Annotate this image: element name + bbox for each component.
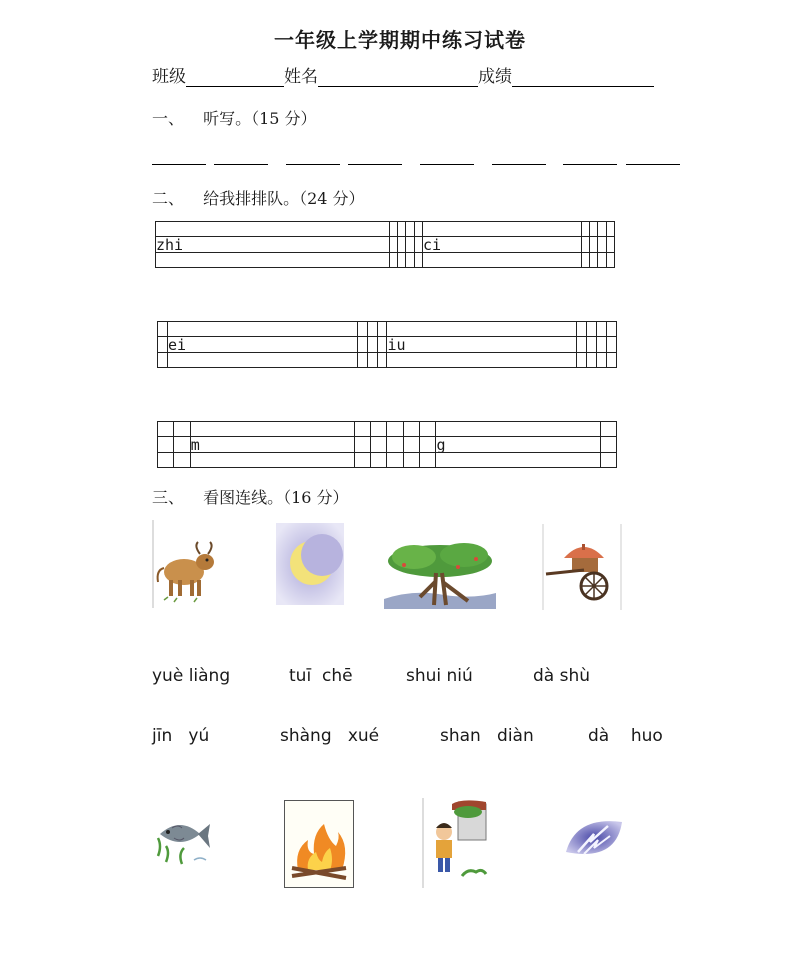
pinyin-label: tuī chē bbox=[289, 666, 353, 686]
student-icon bbox=[422, 798, 488, 888]
student-info-line bbox=[152, 62, 654, 87]
dictation-line[interactable] bbox=[286, 164, 340, 165]
pinyin-label: shui niú bbox=[406, 666, 473, 686]
lightning-picture[interactable] bbox=[560, 812, 626, 868]
grid-letter: iu bbox=[387, 337, 577, 353]
score-blank[interactable] bbox=[512, 66, 654, 87]
lightning-icon bbox=[560, 812, 626, 868]
grid-letter: g bbox=[436, 437, 600, 453]
pinyin-label: yuè liàng bbox=[152, 666, 231, 686]
moon-icon bbox=[276, 523, 344, 605]
grid-cell[interactable] bbox=[156, 222, 390, 237]
grid-letter: zhi bbox=[156, 237, 390, 253]
ox-picture[interactable] bbox=[152, 520, 220, 608]
tree-icon bbox=[384, 537, 496, 609]
grid-letter: m bbox=[190, 437, 354, 453]
cart-icon bbox=[542, 524, 622, 610]
section-2-heading bbox=[152, 186, 365, 209]
section-3-heading bbox=[152, 485, 349, 508]
name-blank[interactable] bbox=[318, 66, 478, 87]
dictation-line[interactable] bbox=[152, 164, 206, 165]
fire-picture[interactable] bbox=[284, 800, 354, 888]
fish-icon bbox=[152, 806, 214, 868]
pinyin-grid-1 bbox=[155, 221, 615, 268]
grid-letter: ei bbox=[167, 337, 357, 353]
section-text: 给我排排队。（24 分） bbox=[203, 189, 365, 208]
pinyin-label: shan diàn bbox=[440, 726, 534, 746]
grid-cell[interactable] bbox=[158, 422, 174, 437]
class-blank[interactable] bbox=[186, 66, 284, 87]
grid-letter: ci bbox=[423, 237, 582, 253]
fish-picture[interactable] bbox=[152, 806, 214, 868]
pinyin-label: jīn yú bbox=[152, 726, 210, 746]
pinyin-label: shàng xué bbox=[280, 726, 380, 746]
section-number: 二、 bbox=[152, 189, 185, 208]
dictation-line[interactable] bbox=[348, 164, 402, 165]
section-text: 看图连线。（16 分） bbox=[203, 488, 349, 507]
section-number: 一、 bbox=[152, 109, 185, 128]
page-title: 一年级上学期期中练习试卷 bbox=[274, 28, 526, 52]
section-text: 听写。（15 分） bbox=[203, 109, 317, 128]
dictation-line[interactable] bbox=[214, 164, 268, 165]
cart-picture[interactable] bbox=[542, 524, 622, 610]
score-label: 成绩 bbox=[478, 67, 512, 87]
section-number: 三、 bbox=[152, 488, 185, 507]
dictation-line[interactable] bbox=[420, 164, 474, 165]
moon-picture[interactable] bbox=[276, 523, 344, 605]
pinyin-grid-2 bbox=[157, 321, 617, 368]
class-label: 班级 bbox=[152, 67, 186, 87]
dictation-line[interactable] bbox=[492, 164, 546, 165]
fire-icon bbox=[284, 800, 354, 888]
dictation-line[interactable] bbox=[626, 164, 680, 165]
dictation-line[interactable] bbox=[563, 164, 617, 165]
student-picture[interactable] bbox=[422, 798, 488, 888]
ox-icon bbox=[152, 520, 220, 608]
name-label: 姓名 bbox=[284, 67, 318, 87]
grid-cell[interactable] bbox=[158, 322, 168, 337]
tree-picture[interactable] bbox=[384, 537, 496, 609]
section-1-heading bbox=[152, 106, 317, 129]
pinyin-label: dà huo bbox=[588, 726, 663, 746]
pinyin-label: dà shù bbox=[533, 666, 591, 686]
pinyin-grid-3 bbox=[157, 421, 617, 468]
